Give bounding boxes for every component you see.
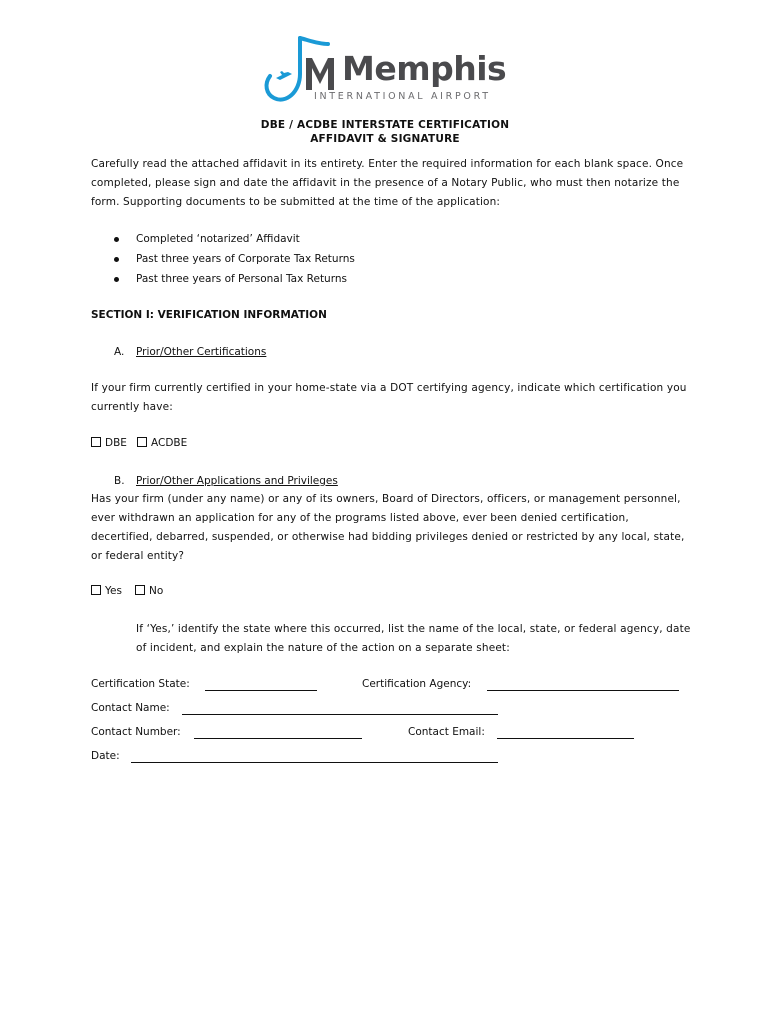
subsection-a-heading [114,346,266,358]
subsection-b-heading [114,475,338,487]
contact-name-label: Contact Name: [91,702,170,714]
yes-instruction: If ‘Yes,’ identify the state where this occurred, list the name of the local, state, or federal agency, date of incident, and explain the nature of the action on a separate sheet: [136,623,691,654]
list-item-text: Past three years of Personal Tax Returns [136,273,347,285]
no-checkbox[interactable] [135,585,163,597]
form-title-line2: AFFIDAVIT & SIGNATURE [310,133,460,145]
bullet-icon [114,257,119,262]
privileges-question: Has your firm (under any name) or any of its owners, Board of Directors, officers, or management personnel, ever withdrawn an application for any of the programs listed above, ever been denied certification, decertified, debarred, suspended, or otherwise had bidding privileges denied or restricted by any local, state, or federal entity? [91,493,685,562]
contact-name-field[interactable] [182,714,498,715]
subsection-letter: A. [114,346,125,358]
logo-subtitle: INTERNATIONAL AIRPORT [314,91,491,102]
form-title-line1: DBE / ACDBE INTERSTATE CERTIFICATION [260,119,510,131]
checkbox-icon [135,585,145,595]
section-heading: SECTION I: VERIFICATION INFORMATION [91,309,327,321]
memphis-airport-logo [262,34,512,109]
yes-checkbox[interactable] [91,585,122,597]
contact-number-label: Contact Number: [91,726,181,738]
certification-state-label: Certification State: [91,678,190,690]
checkbox-label: ACDBE [151,437,188,449]
certification-agency-field[interactable] [487,690,679,691]
checkbox-icon [91,585,101,595]
checkbox-label: No [149,585,164,597]
dbe-checkbox[interactable] [91,437,127,449]
bullet-icon [114,237,119,242]
contact-email-field[interactable] [497,738,634,739]
bullet-icon [114,277,119,282]
contact-number-field[interactable] [194,738,362,739]
certification-question: If your firm currently certified in your home-state via a DOT certifying agency, indicate which certification you currently have: [91,382,687,413]
logo-wordmark: Memphis [342,49,507,88]
subsection-title: Prior/Other Applications and Privileges [136,475,338,487]
checkbox-icon [137,437,147,447]
certification-agency-label: Certification Agency: [362,678,472,690]
contact-email-label: Contact Email: [408,726,485,738]
intro-paragraph: Carefully read the attached affidavit in its entirety. Enter the required information for each blank space. Once completed, please sign and date the affidavit in the presence of a Notary Public, who must then notarize the form. Supporting documents to be submitted at the time of the application: [91,158,684,208]
acdbe-checkbox[interactable] [137,437,187,449]
subsection-letter: B. [114,475,125,487]
checkbox-label: DBE [105,437,127,449]
date-label: Date: [91,750,120,762]
list-item-text: Completed ‘notarized’ Affidavit [136,233,300,245]
date-field[interactable] [131,762,498,763]
checkbox-icon [91,437,101,447]
checkbox-label: Yes [105,585,122,597]
certification-state-field[interactable] [205,690,317,691]
subsection-title: Prior/Other Certifications [136,346,267,358]
list-item-text: Past three years of Corporate Tax Returns [136,253,355,265]
